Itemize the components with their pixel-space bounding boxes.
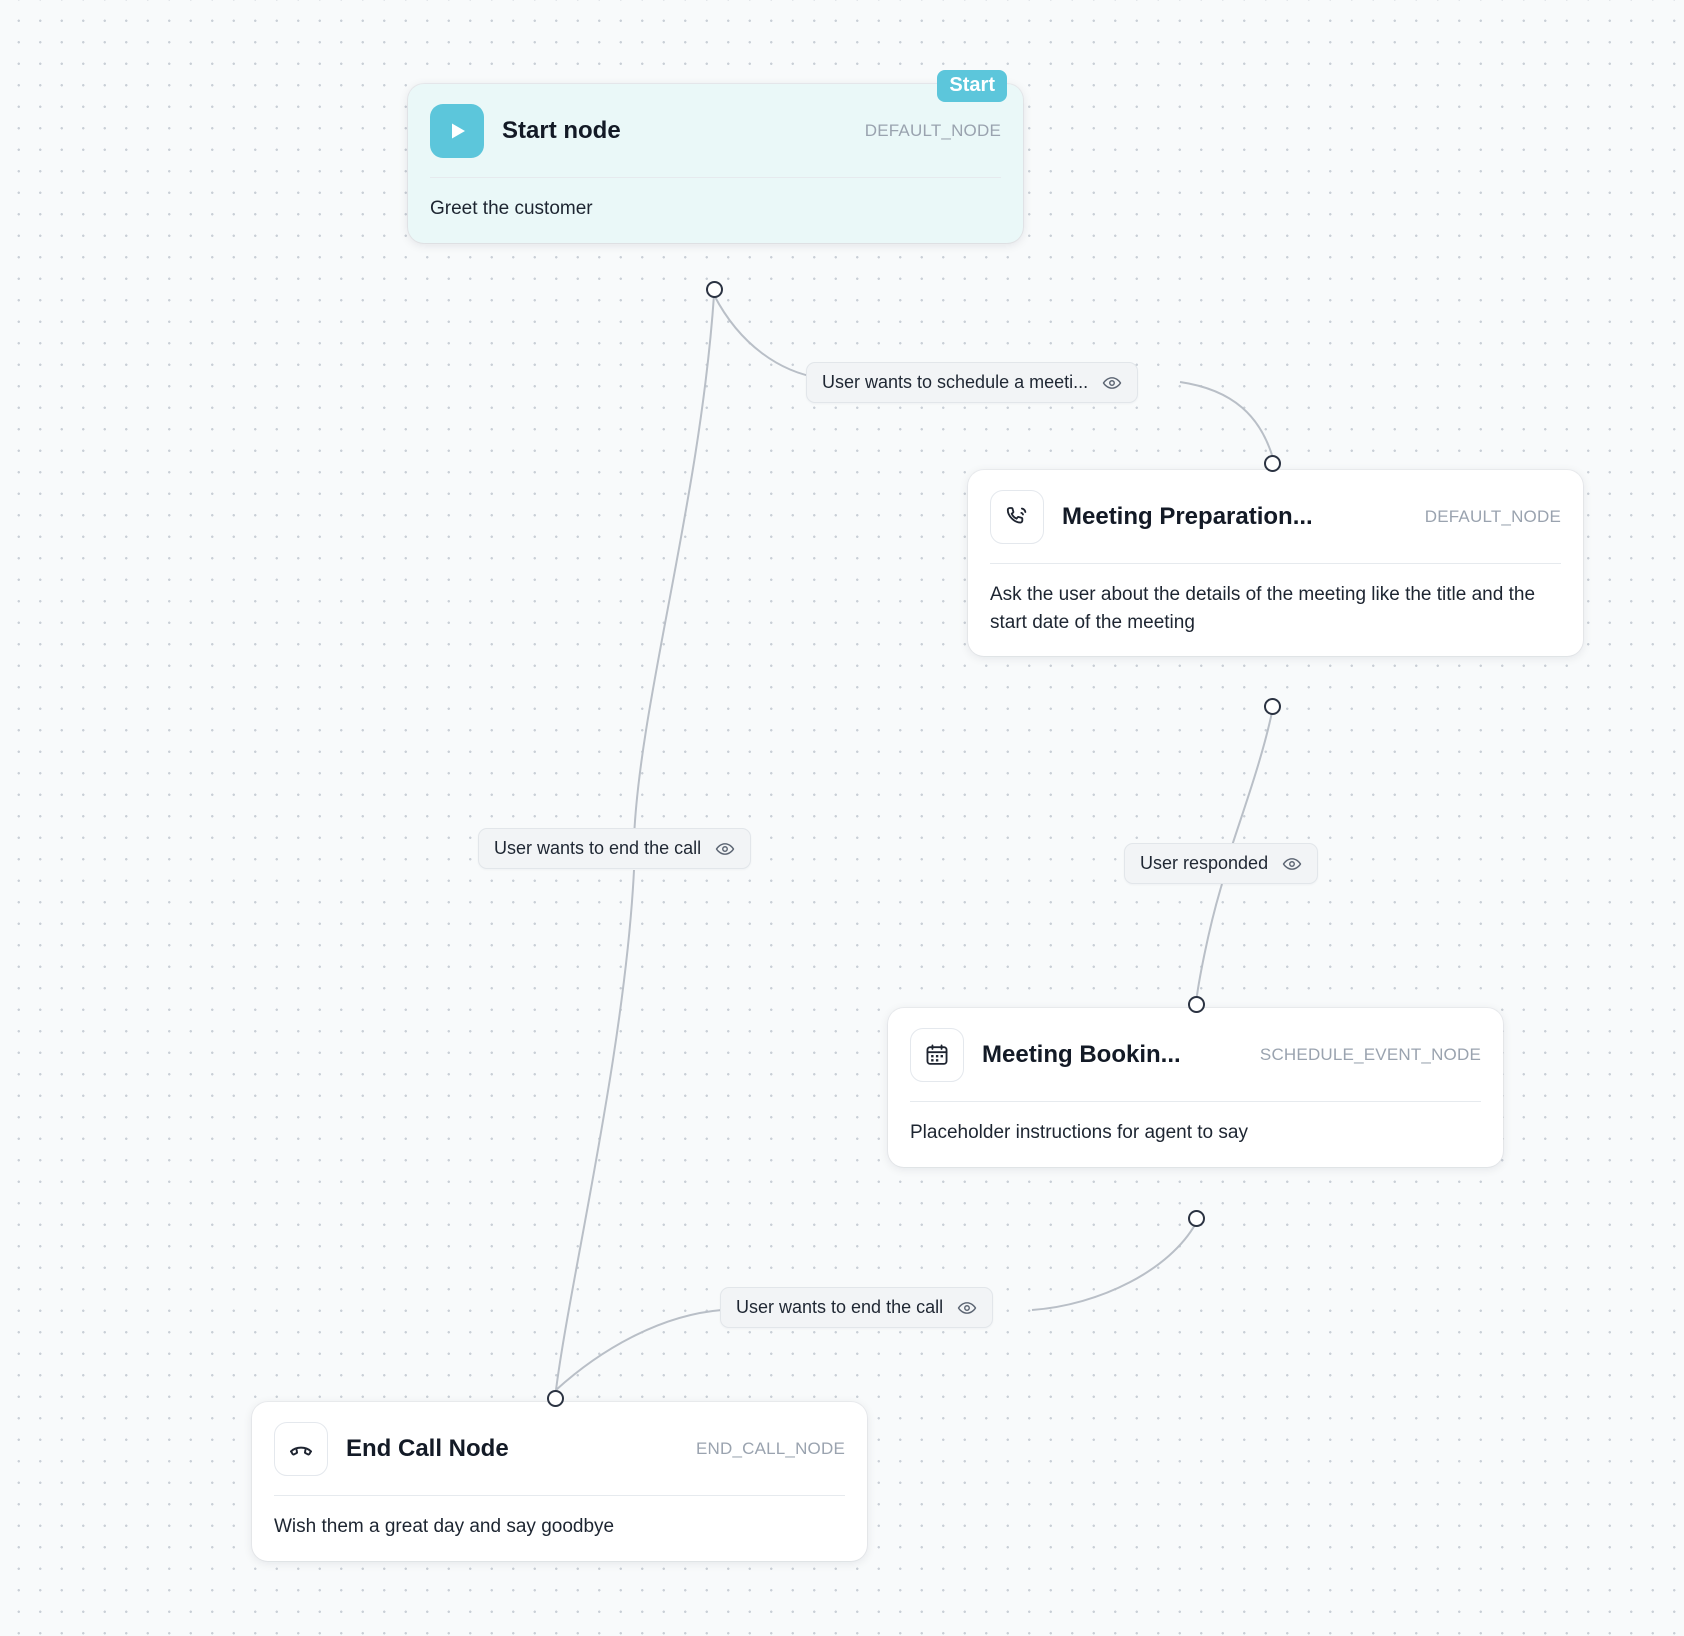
edge-label-text: User wants to end the call <box>736 1297 944 1317</box>
calendar-icon <box>910 1028 964 1082</box>
phone-hangup-icon <box>274 1422 328 1476</box>
node-type-label: SCHEDULE_EVENT_NODE <box>1259 1045 1481 1064</box>
node-type-label: DEFAULT_NODE <box>1424 507 1561 526</box>
node-meeting-booking[interactable] <box>888 1008 1503 1167</box>
port-meeting-booking-out[interactable] <box>1188 1210 1205 1227</box>
node-header <box>888 1008 1503 1082</box>
phone-ring-icon <box>990 490 1044 544</box>
node-body: Wish them a great day and say goodbye <box>274 1516 615 1537</box>
play-icon <box>430 104 484 158</box>
node-start[interactable] <box>408 74 1023 243</box>
port-end-call-in[interactable] <box>547 1390 564 1407</box>
edge-label-text: User wants to schedule a meeti... <box>822 372 1089 392</box>
eye-icon[interactable] <box>957 1298 977 1318</box>
node-title: Start node <box>502 117 621 144</box>
port-start-out[interactable] <box>706 281 723 298</box>
eye-icon[interactable] <box>715 839 735 859</box>
node-header <box>408 84 1023 158</box>
node-header <box>968 470 1583 544</box>
node-end-call[interactable] <box>252 1402 867 1561</box>
node-meeting-preparation[interactable] <box>968 470 1583 656</box>
eye-icon[interactable] <box>1282 854 1302 874</box>
edge-label-end-call-from-start[interactable] <box>478 828 751 869</box>
node-body: Greet the customer <box>430 198 593 219</box>
node-body: Ask the user about the details of the meeting like the title and the start date of the meeting <box>990 584 1536 633</box>
node-body: Placeholder instructions for agent to say <box>910 1122 1248 1143</box>
edge-label-user-responded[interactable] <box>1124 843 1318 884</box>
node-header <box>252 1402 867 1476</box>
node-title: End Call Node <box>346 1435 509 1462</box>
port-meeting-booking-in[interactable] <box>1188 996 1205 1013</box>
node-title: Meeting Preparation... <box>1062 503 1313 530</box>
port-meeting-preparation-in[interactable] <box>1264 455 1281 472</box>
edge-label-end-call-from-booking[interactable] <box>720 1287 993 1328</box>
start-badge: Start <box>937 70 1007 102</box>
node-type-label: END_CALL_NODE <box>695 1439 845 1458</box>
port-meeting-preparation-out[interactable] <box>1264 698 1281 715</box>
edge-label-schedule-meeting[interactable] <box>806 362 1138 403</box>
edge-label-text: User responded <box>1140 853 1269 873</box>
edge-label-text: User wants to end the call <box>494 838 702 858</box>
eye-icon[interactable] <box>1102 373 1122 393</box>
node-title: Meeting Bookin... <box>982 1041 1181 1068</box>
node-type-label: DEFAULT_NODE <box>864 121 1001 140</box>
